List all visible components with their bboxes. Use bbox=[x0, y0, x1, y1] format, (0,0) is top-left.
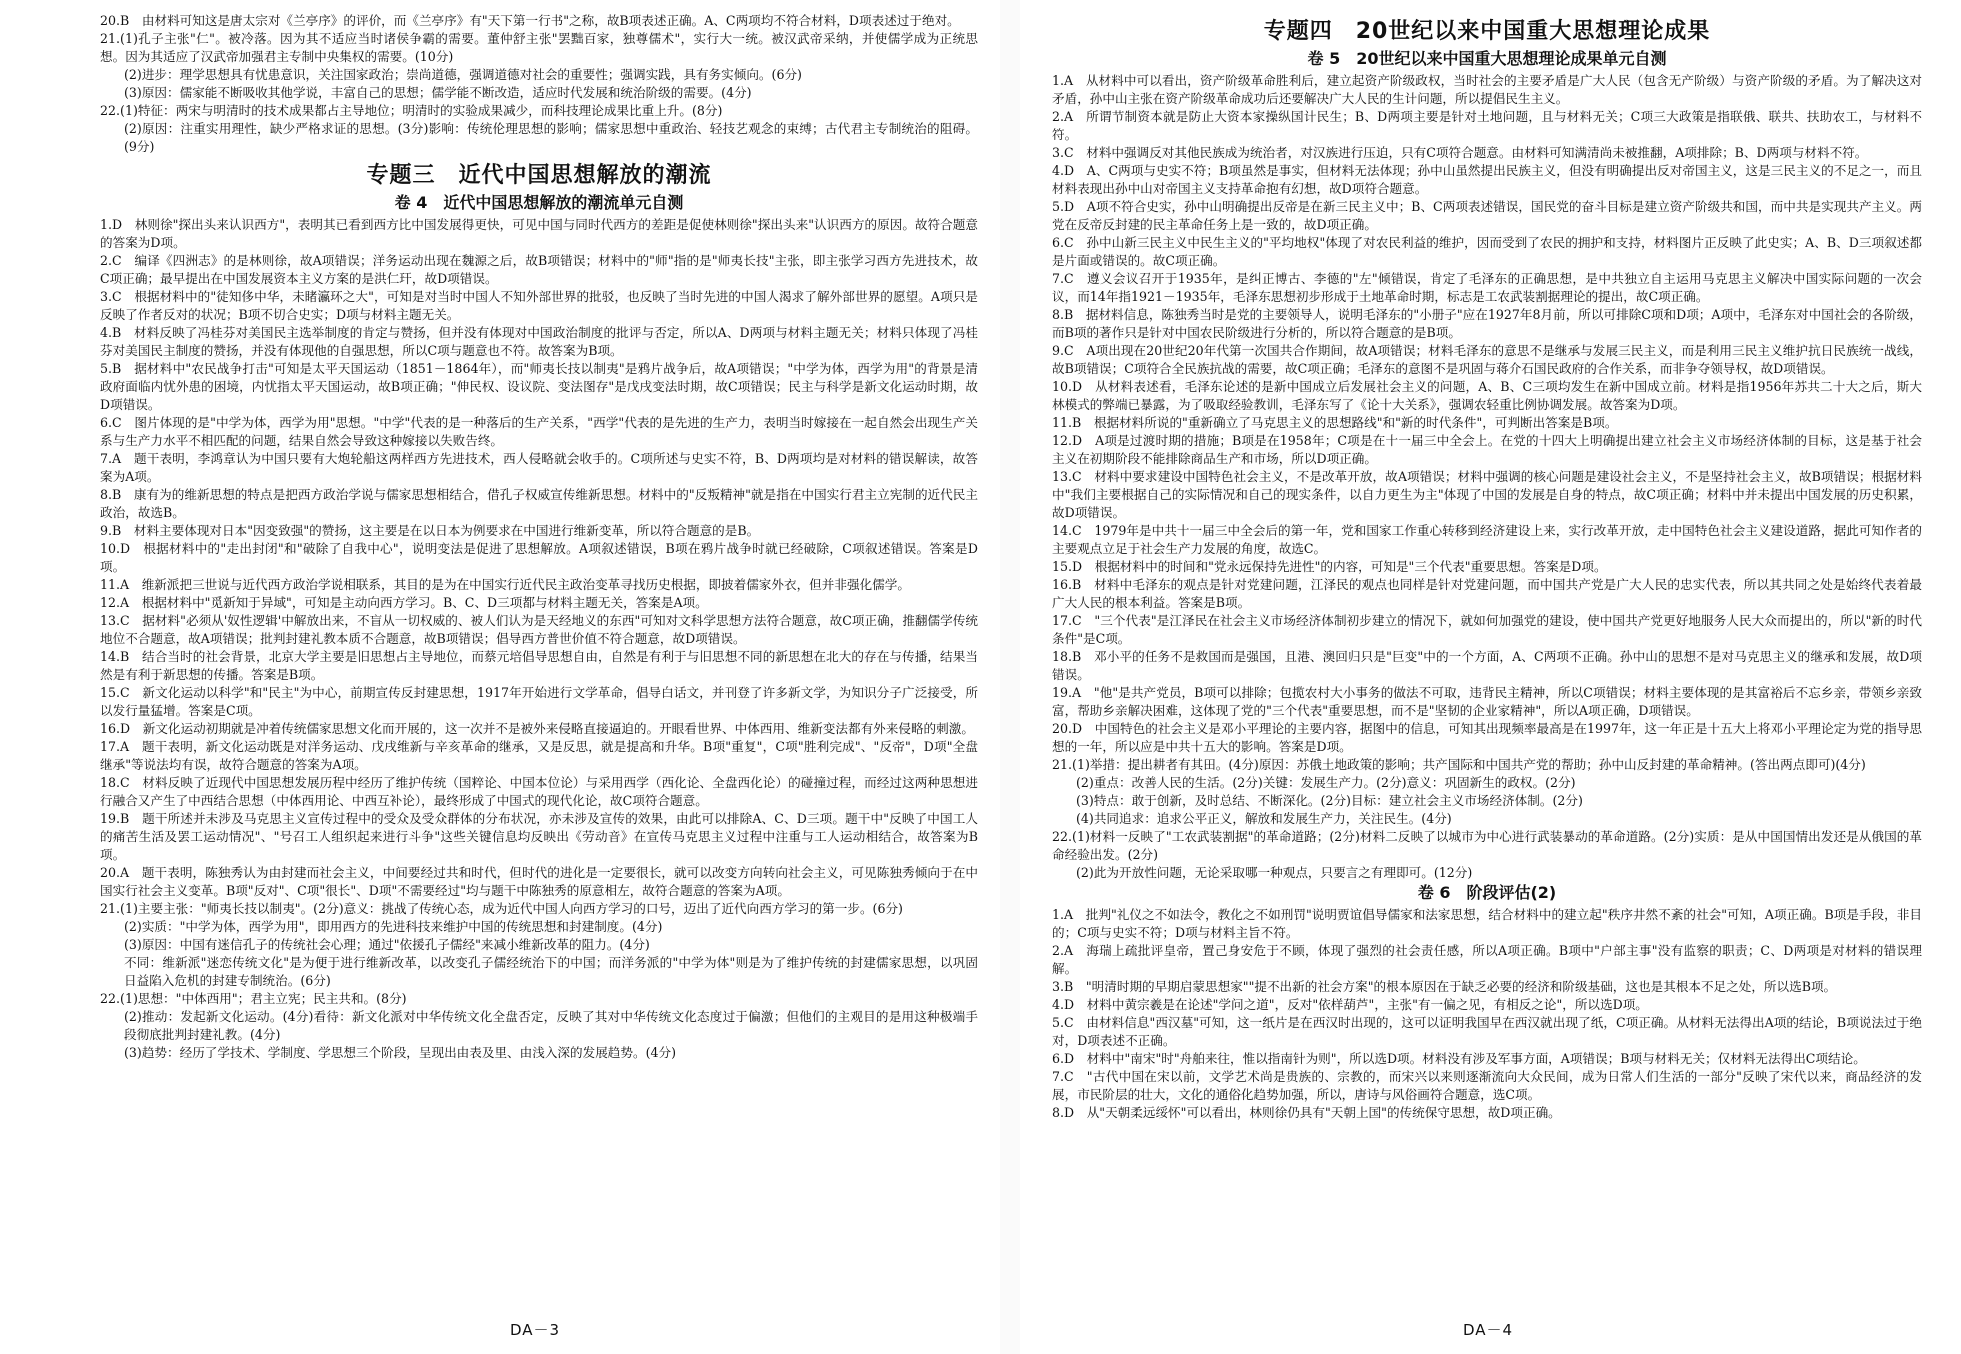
answer-paragraph: (4)共同追求：追求公平正义，解放和发展生产力，关注民生。(4分) bbox=[1076, 811, 1452, 826]
answer-paragraph: 11.B 根据材料所说的"重新确立了马克思主义的思想路线"和"新的时代条件"，可判断出答案是B项。 bbox=[1052, 415, 1618, 430]
left-page bbox=[100, 12, 978, 1354]
answer-paragraph: (2)进步：理学思想具有忧患意识，关注国家政治；崇尚道德，强调道德对社会的重要性；强调实践，具有务实倾向。(6分) bbox=[124, 67, 802, 82]
answer-paragraph: 17.C "三个代表"是江泽民在社会主义市场经济体制初步建立的情况下，就如何加强党的建设，使中国共产党更好地服务人民大众而提出的，所以"新的时代条件"是C项。 bbox=[1052, 613, 1922, 646]
answer-paragraph: 21.(1)孔子主张"仁"。被冷落。因为其不适应当时诸侯争霸的需要。董仲舒主张"罢黜百家，独尊儒术"，实行大一统。被汉武帝采纳，并使儒学成为正统思想。因为其适应了汉武帝加强君主专制中央集权的需要。(10分) bbox=[100, 31, 978, 64]
answer-paragraph: 2.A 所谓节制资本就是防止大资本家操纵国计民生；B、D两项主要是针对土地问题，且与材料无关；C项三大政策是指联俄、联共、扶助农工，与材料不符。 bbox=[1052, 109, 1922, 142]
answer-paragraph: 11.A 维新派把三世说与近代西方政治学说相联系，其目的是为在中国实行近代民主政治变革寻找历史根据，即披着儒家外衣，但并非强化儒学。 bbox=[100, 577, 910, 592]
answer-paragraph: 14.B 结合当时的社会背景，北京大学主要是旧思想占主导地位，而蔡元培倡导思想自由，自然是有利于与旧思想不同的新思想在北大的存在与传播，结果当然是有利于新思想的传播。答案是B项。 bbox=[100, 649, 978, 682]
answer-paragraph: 16.D 新文化运动初期就是冲着传统儒家思想文化而开展的，这一次并不是被外来侵略直接逼迫的。开眼看世界、中体西用、维新变法都有外来侵略的刺激。 bbox=[100, 721, 974, 736]
answer-paragraph: 7.C "古代中国在宋以前，文学艺术尚是贵族的、宗教的，而宋兴以来则逐渐流向大众民间，成为日常人们生活的一部分"反映了宋代以来，商品经济的发展，市民阶层的壮大，文化的通俗化趋势加强，所以，唐诗与风俗画符合题意，选C项。 bbox=[1052, 1069, 1922, 1102]
answer-paragraph: 10.D 从材料表述看，毛泽东论述的是新中国成立后发展社会主义的问题，A、B、C三项均发生在新中国成立前。材料是指1956年苏共二十大之后，斯大林模式的弊端已暴露，为了吸取经验教训，毛泽东写了《论十大关系》，强调农轻重比例协调发展。故答案为D项。 bbox=[1052, 379, 1922, 412]
answer-paragraph: 1.A 批判"礼仪之不如法令，教化之不如刑罚"说明贾谊倡导儒家和法家思想，结合材料中的建立起"秩序井然不紊的社会"可知，A项正确。B项是手段，非目的；C项与史实不符；D项与材料主旨不符。 bbox=[1052, 907, 1922, 940]
answer-paragraph: 10.D 根据材料中的"走出封闭"和"破除了自我中心"，说明变法是促进了思想解放。A项叙述错误，B项在鸦片战争时就已经破除，C项叙述错误。答案是D项。 bbox=[100, 541, 978, 574]
answer-paragraph: 15.D 根据材料中的时间和"党永远保持先进性"的内容，可知是"三个代表"重要思想。答案是D项。 bbox=[1052, 559, 1607, 574]
page-number-left: DA－3 bbox=[510, 1321, 561, 1339]
answer-paragraph: 3.B "明清时期的早期启蒙思想家""提不出新的社会方案"的根本原因在于缺乏必要的经济和阶级基础，这也是其根本不足之处，所以选B项。 bbox=[1052, 979, 1837, 994]
answer-paragraph: (2)原因：注重实用理性，缺少严格求证的思想。(3分)影响：传统伦理思想的影响；儒家思想中重政治、轻技艺观念的束缚；古代君主专制统治的阻碍。(9分) bbox=[124, 121, 978, 154]
answer-paragraph: 17.A 题干表明，新文化运动既是对洋务运动、戊戌维新与辛亥革命的继承，又是反思，就是提高和升华。B项"重复"，C项"胜利完成"、"反帝"，D项"全盘继承"等说法均有误，故符合题意的答案为A项。 bbox=[100, 739, 978, 772]
answer-paragraph: (3)原因：儒家能不断吸收其他学说，丰富自己的思想；儒学能不断改造，适应时代发展和统治阶级的需要。(4分) bbox=[124, 85, 752, 100]
answer-paragraph: 19.B 题干所述并未涉及马克思主义宣传过程中的受众及受众群体的分布状况，亦未涉及宣传的效果，由此可以排除A、C、D三项。题干中"反映了中国工人的痛苦生活及罢工运动情况"、"号召工人组织起来进行斗争"这些关键信息均反映出《劳动音》在宣传马克思主义过程中注重与工人运动相结合，故答案为B项。 bbox=[100, 811, 978, 862]
topic-four-heading: 专题四 20世纪以来中国重大思想理论成果 bbox=[1263, 19, 1711, 44]
volume-five-answers bbox=[1052, 72, 1922, 882]
answer-paragraph: 14.C 1979年是中共十一届三中全会后的第一年，党和国家工作重心转移到经济建设上来，实行改革开放，走中国特色社会主义建设道路，据此可知作者的主要观点立足于社会生产力发展的角度，故选C。 bbox=[1052, 523, 1922, 556]
answer-paragraph: 7.A 题干表明，李鸿章认为中国只要有大炮轮船这两样西方先进技术，西人侵略就会收手的。C项所述与史实不符，B、D两项均是对材料的错误解读，故答案为A项。 bbox=[100, 451, 978, 484]
answer-paragraph: (3)趋势：经历了学技术、学制度、学思想三个阶段，呈现出由表及里、由浅入深的发展趋势。(4分) bbox=[124, 1045, 677, 1060]
answer-paragraph: 5.B 据材料中"农民战争打击"可知是太平天国运动（1851－1864年），而"师夷长技以制夷"是鸦片战争后，故A项错误；"中学为体，西学为用"的背景是清政府面临内忧外患的困境，内忧指太平天国运动，故B项正确；"伸民权、设议院、变法图存"是戊戌变法时期，故C项错误；民主与科学是新文化运动时期，故D项错误。 bbox=[100, 361, 978, 412]
answer-paragraph: 21.(1)举措：提出耕者有其田。(4分)原因：苏俄土地政策的影响；共产国际和中国共产党的帮助；孙中山反封建的革命精神。(答出两点即可)(4分) bbox=[1052, 757, 1866, 772]
answer-paragraph: 12.A 根据材料中"觅新知于异域"，可知是主动向西方学习。B、C、D三项都与材料主题无关，答案是A项。 bbox=[100, 595, 708, 610]
answer-paragraph: 4.D 材料中黄宗羲是在论述"学问之道"，反对"依样葫芦"，主张"有一偏之见，有相反之论"，所以选D项。 bbox=[1052, 997, 1648, 1012]
answer-paragraph: (3)原因：中国有迷信孔子的传统社会心理；通过"依援孔子儒经"来减小维新改革的阻力。(4分) bbox=[124, 937, 650, 952]
answer-paragraph: 6.D 材料中"南宋"时"舟舶来往，惟以指南针为则"，所以选D项。材料没有涉及军事方面，A项错误；B项与材料无关；仅材料无法得出C项结论。 bbox=[1052, 1051, 1866, 1066]
answer-paragraph: 22.(1)特征：两宋与明清时的技术成果都占主导地位；明清时的实验成果减少，而科技理论成果比重上升。(8分) bbox=[100, 103, 723, 118]
answer-paragraph: 4.D A、C两项与史实不符；B项虽然是事实，但材料无法体现；孙中山虽然提出民族主义，但没有明确提出反对帝国主义，这是三民主义的不足之一，而且材料表现出孙中山对帝国主义支持革命抱有幻想，故D项符合题意。 bbox=[1052, 163, 1922, 196]
answer-paragraph: (3)特点：敢于创新，及时总结、不断深化。(2分)目标：建立社会主义市场经济体制。(2分) bbox=[1076, 793, 1583, 808]
answer-paragraph: 16.B 材料中毛泽东的观点是针对党建问题，江泽民的观点也同样是针对党建问题，而中国共产党是广大人民的忠实代表，所以其共同之处是始终代表着最广大人民的根本利益。答案是B项。 bbox=[1052, 577, 1922, 610]
answer-paragraph: (2)此为开放性问题，无论采取哪一种观点，只要言之有理即可。(12分) bbox=[1076, 865, 1473, 880]
answer-paragraph: 21.(1)主要主张："师夷长技以制夷"。(2分)意义：挑战了传统心态，成为近代中国人向西方学习的口号，迈出了近代向西方学习的第一步。(6分) bbox=[100, 901, 903, 916]
answer-paragraph: 20.B 由材料可知这是唐太宗对《兰亭序》的评价，而《兰亭序》有"天下第一行书"之称，故B项表述正确。A、C两项均不符合材料，D项表述过于绝对。 bbox=[100, 13, 960, 28]
answer-paragraph: (2)推动：发起新文化运动。(4分)看待：新文化派对中华传统文化全盘否定，反映了其对中华传统文化态度过于偏激；但他们的主观目的是用这种极端手段彻底批判封建礼教。(4分) bbox=[124, 1009, 978, 1042]
answer-paragraph: 2.A 海瑞上疏批评皇帝，置己身安危于不顾，体现了强烈的社会责任感，所以A项正确。B项中"户部主事"没有监察的职责；C、D两项是对材料的错误理解。 bbox=[1052, 943, 1922, 976]
volume-five-heading: 卷 5 20世纪以来中国重大思想理论成果单元自测 bbox=[1307, 49, 1667, 68]
answer-paragraph: 4.B 材料反映了冯桂芬对美国民主选举制度的肯定与赞扬，但并没有体现对中国政治制度的批评与否定，所以A、D两项与材料主题无关；材料只体现了冯桂芬对美国民主制度的赞扬，并没有体现他的自强思想，所以C项与题意也不符。故答案为B项。 bbox=[100, 325, 978, 358]
answer-paragraph: 1.D 林则徐"探出头来认识西方"，表明其已看到西方比中国发展得更快，可见中国与同时代西方的差距是促使林则徐"探出头来"认识西方的原因。故符合题意的答案为D项。 bbox=[100, 217, 978, 250]
answer-paragraph: 1.A 从材料中可以看出，资产阶级革命胜利后，建立起资产阶级政权，当时社会的主要矛盾是广大人民（包含无产阶级）与资产阶级的矛盾。为了解决这对矛盾，孙中山主张在资产阶级革命成功后还要解决广大人民的生计问题，所以提倡民生主义。 bbox=[1052, 73, 1922, 106]
volume-four-answers bbox=[100, 216, 978, 1062]
answer-paragraph: 3.C 材料中强调反对其他民族成为统治者，对汉族进行压迫，只有C项符合题意。由材料可知满清尚未被推翻，A项排除；B、D两项与材料不符。 bbox=[1052, 145, 1868, 160]
answer-paragraph: 18.C 材料反映了近现代中国思想发展历程中经历了维护传统（国粹论、中国本位论）与采用西学（西化论、全盘西化论）的碰撞过程，而经过这两种思想进行融合又产生了中西结合思想（中体西用论、中西互补论），最终形成了中国式的现代化论，故C项符合题意。 bbox=[100, 775, 978, 808]
answer-paragraph: 8.B 康有为的维新思想的特点是把西方政治学说与儒家思想相结合，借孔子权威宣传维新思想。材料中的"反叛精神"就是指在中国实行君主立宪制的近代民主政治，故选B。 bbox=[100, 487, 978, 520]
answer-paragraph: 3.C 根据材料中的"徒知侈中华，未睹瀛环之大"，可知是对当时中国人不知外部世界的批驳，也反映了当时先进的中国人渴求了解外部世界的愿望。A项只是反映了作者反对的状况；B项不切合史实；D项与材料主题无关。 bbox=[100, 289, 978, 322]
answer-paragraph: 6.C 孙中山新三民主义中民生主义的"平均地权"体现了对农民利益的维护，因而受到了农民的拥护和支持，材料图片正反映了此史实；A、B、D三项叙述都是片面或错误的。故C项正确。 bbox=[1052, 235, 1922, 268]
answer-paragraph: (2)重点：改善人民的生活。(2分)关键：发展生产力。(2分)意义：巩固新生的政权。(2分) bbox=[1076, 775, 1576, 790]
page-number-right: DA－4 bbox=[1463, 1321, 1514, 1339]
answer-paragraph: 6.C 图片体现的是"中学为体，西学为用"思想。"中学"代表的是一种落后的生产关系，"西学"代表的是先进的生产力，表明当时嫁接在一起自然会出现生产关系与生产力水平不相匹配的问题，结果自然会导致这种嫁接以失败告终。 bbox=[100, 415, 978, 448]
page-gutter bbox=[1000, 0, 1020, 1354]
left-top-answers bbox=[100, 12, 978, 156]
answer-paragraph: 7.C 遵义会议召开于1935年，是纠正博古、李德的"左"倾错误，肯定了毛泽东的正确思想，是中共独立自主运用马克思主义解决中国实际问题的一次会议，而14年指1921－1935年，毛泽东思想初步形成于土地革命时期，标志是工农武装割据理论的提出，故C项正确。 bbox=[1052, 271, 1922, 304]
answer-paragraph: 8.D 从"天朝柔远绥怀"可以看出，林则徐仍具有"天朝上国"的传统保守思想，故D项正确。 bbox=[1052, 1105, 1561, 1120]
answer-paragraph: 5.D A项不符合史实，孙中山明确提出反帝是在新三民主义中；B、C两项表述错误，国民党的奋斗目标是建立资产阶级共和国，而中共是实现共产主义。两党在反帝反封建的民主革命任务上是一致的，故D项正确。 bbox=[1052, 199, 1922, 232]
answer-paragraph: 20.D 中国特色的社会主义是邓小平理论的主要内容，据图中的信息，可知其出现频率最高是在1997年，这一年正是十五大上将邓小平理论定为党的指导思想的一年，所以应是中共十五大的影响。答案是D项。 bbox=[1052, 721, 1922, 754]
answer-paragraph: 13.C 据材料"必须从'奴性逻辑'中解放出来，不盲从一切权威的、被人们认为是天经地义的东西"可知对文科学思想方法符合题意，故C项正确，推翻儒学传统地位不合题意，故A项错误；批判封建礼教本质不合题意，故B项错误；倡导西方普世价值不符合题意，故D项错误。 bbox=[100, 613, 978, 646]
answer-paragraph: 5.C 由材料信息"西汉墓"可知，这一纸片是在西汉时出现的，这可以证明我国早在西汉就出现了纸，C项正确。从材料无法得出A项的结论，B项说法过于绝对，D项表述不正确。 bbox=[1052, 1015, 1922, 1048]
volume-six-answers bbox=[1052, 906, 1922, 1122]
topic-three-heading: 专题三 近代中国思想解放的潮流 bbox=[366, 163, 712, 188]
answer-paragraph: 不同：维新派"迷恋传统文化"是为便于进行维新改革，以改变孔子儒经统治下的中国；而洋务派的"中学为体"则是为了维护传统的封建儒家思想，以巩固日益陷入危机的封建专制统治。(6分) bbox=[124, 955, 978, 988]
answer-paragraph: 2.C 编译《四洲志》的是林则徐，故A项错误；洋务运动出现在魏源之后，故B项错误；材料中的"师"指的是"师夷长技"主张，即主张学习西方先进技术，故C项正确；最早提出在中国发展资本主义方案的是洪仁玕，故D项错误。 bbox=[100, 253, 978, 286]
volume-six-heading: 卷 6 阶段评估(2) bbox=[1417, 883, 1557, 902]
right-page bbox=[1052, 12, 1922, 1354]
answer-paragraph: 22.(1)材料一反映了"工农武装割据"的革命道路；(2分)材料二反映了以城市为中心进行武装暴动的革命道路。(2分)实质：是从中国国情出发还是从俄国的革命经验出发。(2分) bbox=[1052, 829, 1922, 862]
answer-paragraph: 19.A "他"是共产党员，B项可以排除；包揽农村大小事务的做法不可取，违背民主精神，所以C项错误；材料主要体现的是其富裕后不忘乡亲，带领乡亲致富，帮助乡亲解决困难，这体现了党的"三个代表"重要思想，而不是"坚韧的企业家精神"，所以A项正确，D项错误。 bbox=[1052, 685, 1922, 718]
answer-paragraph: 13.C 材料中要求建设中国特色社会主义，不是改革开放，故A项错误；材料中强调的核心问题是建设社会主义，不是坚持社会主义，故B项错误；根据材料中"我们主要根据自己的实际情况和自己的现实条件，以自力更生为主"体现了中国的发展是自身的特点，故C项正确；材料中并未提出中国发展的历史积累，故D项错误。 bbox=[1052, 469, 1922, 520]
answer-paragraph: 9.C A项出现在20世纪20年代第一次国共合作期间，故A项错误；材料毛泽东的意思不是继承与发展三民主义，而是利用三民主义维护抗日民族统一战线，故B项错误；C项符合全民族抗战的需要，故C项正确；毛泽东的意图不是巩固与蒋介石国民政府的合作关系，而非争夺领导权，故D项错误。 bbox=[1052, 343, 1922, 376]
volume-four-heading: 卷 4 近代中国思想解放的潮流单元自测 bbox=[394, 193, 684, 212]
answer-paragraph: 18.B 邓小平的任务不是救国而是强国，且港、澳回归只是"巨变"中的一个方面，A、C两项不正确。孙中山的思想不是对马克思主义的继承和发展，故D项错误。 bbox=[1052, 649, 1922, 682]
answer-paragraph: 9.B 材料主要体现对日本"因变致强"的赞扬，这主要是在以日本为例要求在中国进行维新变革，所以符合题意的是B。 bbox=[100, 523, 760, 538]
answer-paragraph: 20.A 题干表明，陈独秀认为由封建而社会主义，中间要经过共和时代，但时代的进化是一定要很长，就可以改变方向转向社会主义，可见陈独秀倾向于在中国实行社会主义变革。B项"反对"、C项"很长"、D项"不需要经过"均与题干中陈独秀的原意相左，故符合题意的答案为A项。 bbox=[100, 865, 978, 898]
answer-paragraph: 22.(1)思想："中体西用"；君主立宪；民主共和。(8分) bbox=[100, 991, 407, 1006]
answer-paragraph: 15.C 新文化运动以科学"和"民主"为中心，前期宣传反封建思想，1917年开始进行文学革命，倡导白话文，并刊登了许多新文学，为知识分子广泛接受，所以发行量猛增。答案是C项。 bbox=[100, 685, 978, 718]
answer-paragraph: (2)实质："中学为体，西学为用"，即用西方的先进科技来维护中国的传统思想和封建制度。(4分) bbox=[124, 919, 663, 934]
answer-paragraph: 12.D A项是过渡时期的措施；B项是在1958年；C项是在十一届三中全会上。在党的十四大上明确提出建立社会主义市场经济体制的目标，这是基于社会主义在初期阶段不能排除商品生产和市场，所以D项正确。 bbox=[1052, 433, 1922, 466]
answer-paragraph: 8.B 据材料信息，陈独秀当时是党的主要领导人，说明毛泽东的"小册子"应在1927年8月前，所以可排除C项和D项；A项中，毛泽东对中国社会的各阶级，而B项的著作只是针对中国农民阶级进行分析的，所以符合题意的是B项。 bbox=[1052, 307, 1922, 340]
